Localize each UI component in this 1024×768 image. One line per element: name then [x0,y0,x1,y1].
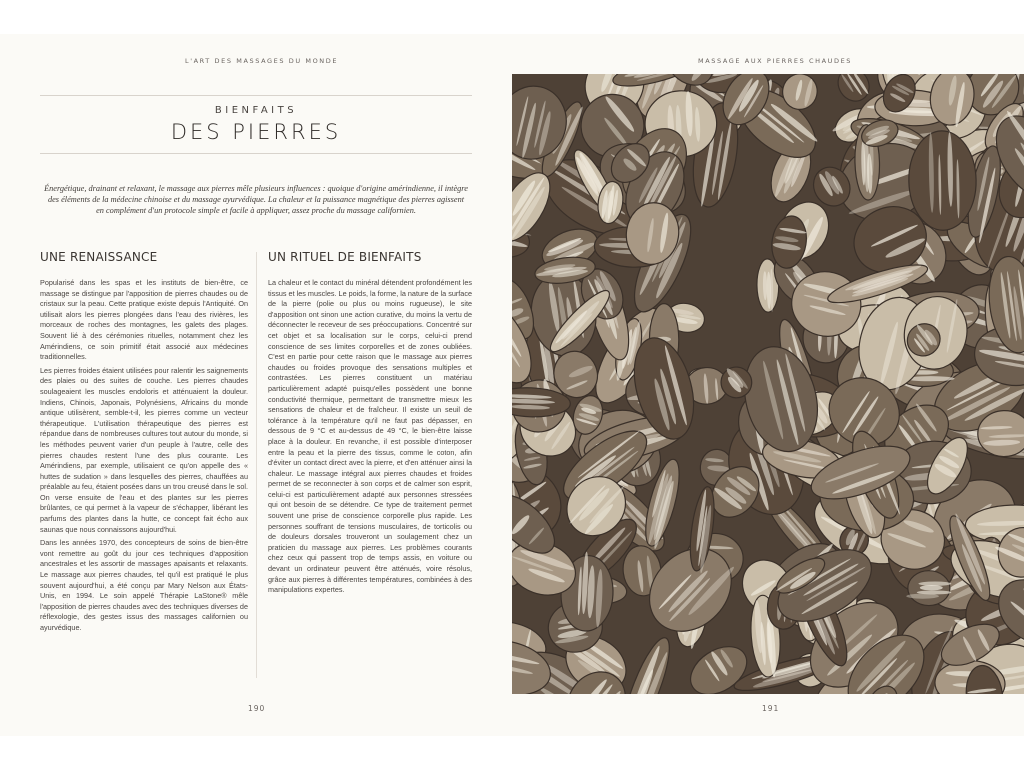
stones-illustration [512,74,1024,694]
running-head-right: MASSAGE AUX PIERRES CHAUDES [698,57,853,65]
column-heading: UN RITUEL DE BIENFAITS [268,250,422,264]
column-rituel [268,250,472,599]
intro-paragraph: Énergétique, drainant et relaxant, le massage aux pierres mêle plusieurs influences : quoique d'origine amérindienne, il intègre des éléments de la médecine chinoise et du massage ayurvédique. La chaleur et la puissance magnétique des pierres agissent en complément d'un protocole simple et facile à appliquer, assez proche du massage californien. [44,184,468,216]
title-rule-bottom [40,153,472,154]
river-stones-photo [512,74,1024,694]
page-title: DES PIERRES [170,120,342,144]
page-number-left: 190 [248,704,266,713]
body-paragraph: Dans les années 1970, des concepteurs de soins de bien-être vont remettre au goût du jour ces techniques d'apposition ancestrales et les assortir de massages apaisants et relaxants. Le massage aux pierres chaudes, tel qu'il est pratiqué le plus souvent aujourd'hui, a été conçu par Mary Nelson aux États-Unis, en 1994. Le soin appelé Thérapie LaStone® mêle l'apposition de pierres chaudes avec des techniques diverses de réflexologie, des gestes issus des massages californien ou ayurvédique. [40,538,248,632]
section-kicker: BIENFAITS [214,105,298,116]
running-head-left: L'ART DES MASSAGES DU MONDE [185,57,339,65]
book-spread [0,34,1024,736]
column-divider [256,252,257,678]
body-paragraph: Les pierres froides étaient utilisées pour ralentir les saignements des plaies ou des suites de couche. Les pierres chaudes soulageaient les muscles endoloris et atténuaient la douleur. Indiens, Chinois, Japonais, Polynésiens, Africains du monde antique utilisèrent, semble-t-il, les pierres comme un vecteur thérapeutique. L'utilisation thérapeutique des pierres est répandue dans de nombreuses cultures tout autour du monde, si les méthodes peuvent varier d'un peuple à l'autre, celle des pierres chaudes restent l'une des plus courante. Les Amérindiens, par exemple, utilisaient ce qu'on appelle des « huttes de sudation » dans lesquelles des pierres, chauffées au préalable au feu, étaient posées dans un trou creusé dans le sol. On verse ensuite de l'eau et des plantes sur les pierres brûlantes, ce qui permet à la vapeur de s'échapper, libérant les parfums des plantes dans la hutte, ce concept fait écho aux saunas que nous connaissons aujourd'hui. [40,365,248,534]
body-paragraph: La chaleur et le contact du minéral détendent profondément les tissus et les muscles. Le poids, la forme, la nature de la surface de la pierre (polie ou plus ou moins rugueuse), le site d'apposition ont sinon une action curative, du moins la vertu de déconnecter le receveur de ses préoccupations. Concentré sur cet objet et sa localisation sur le corps, celui-ci prend conscience de ses limites corporelles et de zones oubliées. C'est en partie pour cette raison que le massage aux pierres chaudes ou froides provoque des sensations multiples et contrastées. Les pierres constituent un matériau particulièrement adapté puisqu'elles possèdent une bonne conductivité thermique, permettant de transmettre mieux les sensations de chaleur et de fraîcheur. Il existe un seuil de tolérance à la température qu'il ne faut pas dépasser, en dessous de 9 °C et au-dessus de 49 °C, le bien-être laisse place à la douleur. En revanche, il est possible d'interposer entre la peau et la pierre des tissus, comme le coton, afin d'éviter un contact direct avec la pierre, et d'en atténuer ainsi la chaleur. Le massage intégral aux pierres chaudes et froides permet de se reconnecter à son corps et de calmer son esprit, celui-ci est particulièrement adapté aux personnes stressées qui ont besoin de se détendre. Ce type de traitement permet souvent une prise de conscience corporelle plus rapide. Les personnes souffrant de tensions musculaires, de torticolis ou de douleurs dorsales trouveront un soulagement chez un praticien du massage aux pierres. Les problèmes courants chez ceux qui passent trop de temps assis, en voiture ou devant un ordinateur peuvent être atténués, voire résolus, grâce aux pierres à différentes températures, combinées à des manipulations expertes. [268,278,472,595]
page-number-right: 191 [762,704,780,713]
body-paragraph: Popularisé dans les spas et les instituts de bien-être, ce massage se distingue par l'apposition de pierres chaudes ou de cristaux sur la peau. Cette pratique existe depuis l'Antiquité. On utilisait alors les pierres plongées dans l'eau des rivières, les morceaux de roches des montagnes, les galets des plages. Souvent lié à des cérémonies rituelles, notamment chez les Amérindiens, ce soin primitif était associé aux médecines traditionnelles. [40,278,248,362]
column-renaissance [40,250,248,637]
column-heading: UNE RENAISSANCE [40,250,158,264]
title-rule-top [40,95,472,96]
